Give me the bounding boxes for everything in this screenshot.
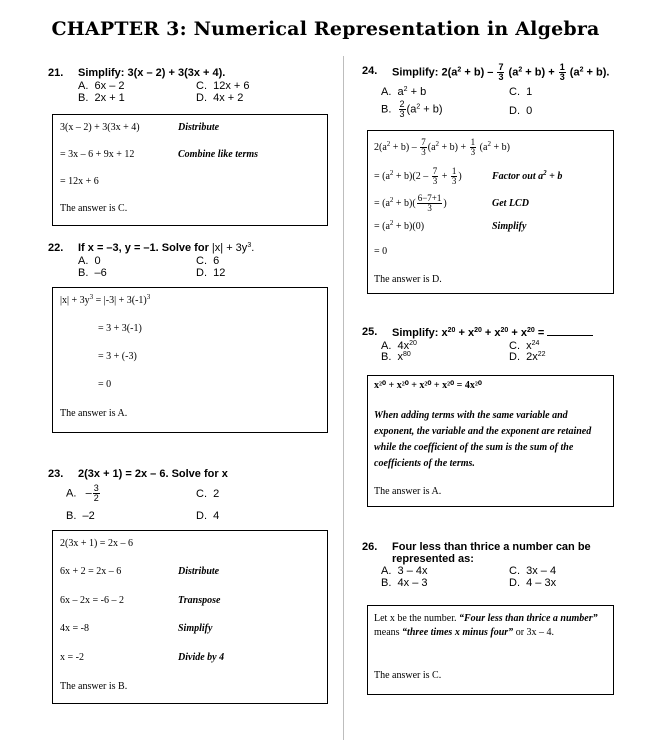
solution-step: = 3x – 6 + 9x + 12 xyxy=(60,149,135,160)
question-number: 26. xyxy=(362,541,378,553)
solution-note: Distribute xyxy=(178,566,220,577)
solution-note: Factor out $a^2 + b$ xyxy=(492,169,563,182)
solution-step: 4x = -8 xyxy=(60,623,89,634)
answer-text: The answer is B. xyxy=(60,681,128,692)
question-number: 23. xyxy=(48,468,64,480)
answer-text: The answer is D. xyxy=(374,274,442,285)
option-b: B. –2 xyxy=(66,510,95,522)
option-c: C. 6 xyxy=(196,255,220,267)
option-a: A. $4x^{20}$ xyxy=(381,340,417,352)
option-a: A. 3 – 4x xyxy=(381,565,428,577)
question-21 xyxy=(48,67,328,81)
solution-note: Distribute xyxy=(178,122,220,133)
solution-step: 6x – 2x = -6 – 2 xyxy=(60,595,124,606)
question-number: 22. xyxy=(48,242,64,254)
answer-text: The answer is C. xyxy=(60,203,128,214)
question-25 xyxy=(362,326,642,340)
question-stem: represented as: xyxy=(392,553,474,565)
solution-note: Combine like terms xyxy=(178,149,258,160)
explanation-text: When adding terms with the same variable and exponent, the variable and the exponent are retained while the coefficient of the sum is the sum of the coefficients of the terms. xyxy=(374,410,592,469)
solution-step: = 12x + 6 xyxy=(60,176,99,187)
option-b: B. –6 xyxy=(78,267,107,279)
option-a: A. – $\frac{3}{2}$ xyxy=(66,483,99,503)
solution-step: = $(a^2 + b)$( $\frac{6-7+1}{3}$ ) xyxy=(374,193,447,213)
option-c: C. 3x – 4 xyxy=(509,565,557,577)
column-divider xyxy=(343,56,344,740)
option-d: D. 12 xyxy=(196,267,226,279)
option-b: B. 4x – 3 xyxy=(381,577,428,589)
solution-step: $2(a^2 + b)$ – $\frac{7}{3}$ $(a^2 + b)$ + $\frac{1}{3}$ $(a^2 + b)$ xyxy=(374,137,510,157)
option-d: D. 4 – 3x xyxy=(509,577,557,589)
answer-text: The answer is C. xyxy=(374,670,442,681)
option-c: C. $x^{24}$ xyxy=(509,340,540,352)
question-23 xyxy=(48,468,328,482)
option-c: C. 1 xyxy=(509,86,533,98)
option-b: B. 2x + 1 xyxy=(78,92,125,104)
option-d: D. 4 xyxy=(196,510,220,522)
question-stem: Simplify: 3(x – 2) + 3(3x + 4). xyxy=(78,67,226,79)
question-stem: Four less than thrice a number can be xyxy=(392,541,591,553)
option-a: A. 0 xyxy=(78,255,101,267)
solution-step: = $(a^2 + b)(0)$ xyxy=(374,219,425,232)
option-b: B. $x^{80}$ xyxy=(381,351,411,363)
solution-step: = 3 + (-3) xyxy=(98,351,137,362)
page-title: CHAPTER 3: Numerical Representation in Algebra xyxy=(51,18,600,40)
solution-step: = 0 xyxy=(98,379,112,390)
question-stem: 2(3x + 1) = 2x – 6. Solve for x xyxy=(78,468,228,480)
solution-note: Get LCD xyxy=(492,198,529,209)
solution-text: Let x be the number. “Four less than thrice a number” means “three times x minus four” or 3x – 4. xyxy=(374,613,598,638)
question-stem: If x = –3, y = –1. Solve for $|x| + 3y^3$. xyxy=(78,242,255,254)
solution-step: x²⁰ + x²⁰ + x²⁰ + x²⁰ = 4x²⁰ xyxy=(374,380,482,391)
solution-step: 3(x – 2) + 3(3x + 4) xyxy=(60,122,140,133)
solution-note: Transpose xyxy=(178,595,221,606)
solution-step: 2(3x + 1) = 2x – 6 xyxy=(60,538,133,549)
question-24 xyxy=(362,63,642,85)
option-a: A. $a^2 + b$ xyxy=(381,86,427,98)
question-22 xyxy=(48,242,328,256)
question-number: 25. xyxy=(362,326,378,338)
option-d: D. 0 xyxy=(509,105,533,117)
answer-text: The answer is A. xyxy=(374,486,442,497)
option-c: C. 2 xyxy=(196,488,220,500)
solution-step: $|x| + 3y^3 = |-3| + 3(-1)^3$ xyxy=(60,293,151,306)
solution-step: 6x + 2 = 2x – 6 xyxy=(60,566,122,577)
solution-step: = 0 xyxy=(374,246,388,257)
option-d: D. 4x + 2 xyxy=(196,92,244,104)
option-a: A. 6x – 2 xyxy=(78,80,125,92)
solution-step: = 3 + 3(-1) xyxy=(98,323,142,334)
option-d: D. $2x^{22}$ xyxy=(509,351,546,363)
question-number: 24. xyxy=(362,65,378,77)
solution-step: x = -2 xyxy=(60,652,84,663)
solution-note: Simplify xyxy=(492,221,527,232)
question-stem: Simplify: $x^{20} + x^{20} + x^{20} + x^{20}$ = xyxy=(392,326,593,340)
solution-note: Divide by 4 xyxy=(178,652,225,663)
option-b: B. $\frac{2}{3}$ $(a^2 + b)$ xyxy=(381,99,443,119)
answer-blank xyxy=(547,326,593,336)
solution-step: = $(a^2 + b)(2$ – $\frac{7}{3}$ + $\frac{1}{3}$ ) xyxy=(374,166,462,186)
solution-box-23 xyxy=(52,530,328,704)
question-number: 21. xyxy=(48,67,64,79)
question-stem: Simplify: $2(a^2 + b)$ – $\frac{7}{3}$ $(a^2 + b)$ + $\frac{1}{3}$ $(a^2 + b)$. xyxy=(392,62,610,82)
answer-text: The answer is A. xyxy=(60,408,128,419)
solution-note: Simplify xyxy=(178,623,213,634)
option-c: C. 12x + 6 xyxy=(196,80,250,92)
